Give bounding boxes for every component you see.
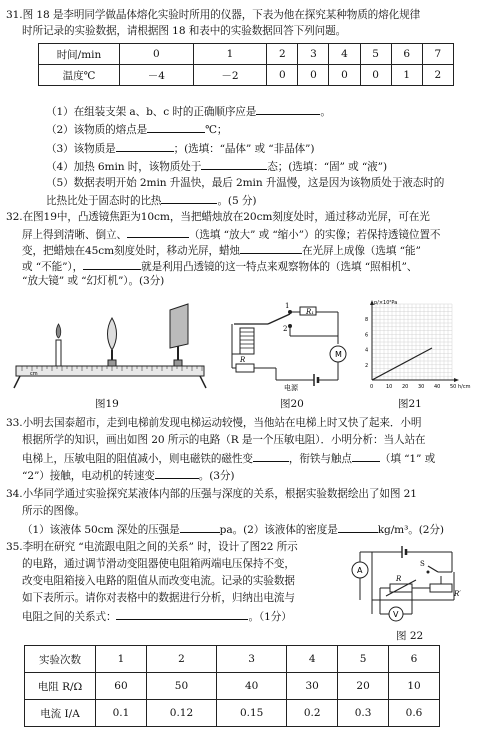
q35-line1: 35.李明在研究 “电流跟电阻之间的关系” 时，设计了图22 所示: [6, 541, 298, 553]
q33-line1: 33.小明去国泰超市，走到电梯前发现电梯运动较慢，当他站在电梯上时又快了起来．小明: [6, 417, 422, 429]
q31-table-header-cell: 2: [267, 44, 298, 65]
q35-table-row-0-cell: 实验次数: [25, 646, 96, 673]
q31-table-row-cell: 2: [422, 65, 453, 86]
fig21-ylabel: p/×10²Pa: [374, 300, 398, 306]
q31-table-header-cell: 4: [329, 44, 360, 65]
q31-table-row-cell: －4: [120, 65, 194, 86]
q35-table-row-1-cell: 10: [389, 673, 440, 700]
q35-line3: 改变电阻箱接入电路的阻值从而改变电流。记录的实验数据: [22, 575, 295, 587]
q31-table-row-cell: －2: [193, 65, 267, 86]
q35-table-row-0-cell: 1: [96, 646, 147, 673]
q32-line3: 变，把蜡烛在45cm刻度处时，移动光屏，蜡烛 在光屏上成像（选填 “能”: [22, 242, 421, 258]
fig21-xtick: 20: [402, 384, 409, 390]
q33-line3: 电梯上，压敏电阻的阻值减小，则电磁铁的磁性变 ，衔铁与触点 （填 “1” 或: [22, 450, 435, 466]
fig20-caption: 图20: [280, 398, 304, 410]
fig20-r-label: R: [240, 356, 246, 364]
q35-table-row-1-cell: 20: [338, 673, 389, 700]
fig21-ytick: 6: [365, 332, 369, 339]
q34-line1: 34.小华同学通过实验探究某液体内部的压强与深度的关系，根据实验数据绘出了如图 21: [6, 488, 417, 500]
fig19-caption: 图19: [95, 398, 119, 410]
fig20-contact1: 1: [285, 302, 290, 310]
q35-table: [24, 645, 440, 727]
fig22-switch-label: S: [420, 560, 425, 568]
fig21-ytick: 8: [365, 317, 369, 324]
fig21-xlabel: h/cm: [458, 384, 471, 390]
q35-table-row-2-cell: 0.15: [217, 700, 287, 727]
q31-item2: （2）该物质的熔点是 ℃；: [46, 121, 227, 137]
q35-table-row-0-cell: 3: [217, 646, 287, 673]
fig20-motor-label: M: [335, 350, 342, 359]
q32-line4: 或 “不能”）， 就是利用凸透镜的这一特点来观察物体的（选填 “照相机”、: [22, 258, 417, 274]
q34-line3: （1）该液体 50cm 深处的压强是 pa。(2）该液体的密度是 kg/m³。(2分): [22, 521, 444, 537]
fig22-ammeter-label: A: [357, 566, 363, 575]
q31-item5-line2: 比热比处于固态时的比热 。(5 分): [46, 192, 256, 208]
fig20-contact2: 2: [283, 325, 288, 333]
q35-line5: 电阻之间的关系式： 。（1分）: [22, 608, 292, 624]
q31-table-header-cell: 时间/min: [39, 44, 120, 65]
q31-item4: （4）加热 6min 时，该物质处于 态；(选填：“固” 或 “液”): [46, 158, 387, 174]
q35-table-row-2-cell: 0.6: [389, 700, 440, 727]
q31-item3: （3）该物质是 ；(选填：“晶体” 或 “非晶体”): [46, 140, 314, 156]
q35-table-row-1-cell: 电阻 R/Ω: [25, 673, 96, 700]
q31-table-row-cell: 温度℃: [39, 65, 120, 86]
q35-table-row-2-cell: 0.12: [146, 700, 216, 727]
fig22-voltmeter-label: V: [393, 610, 399, 619]
q35-table-row-1-cell: 40: [217, 673, 287, 700]
fig19-optical-bench: [12, 300, 208, 392]
q31-table-header-cell: 7: [422, 44, 453, 65]
q35-table-row-1-cell: 50: [146, 673, 216, 700]
q31-line1: 31.图 18 是李明同学做晶体熔化实验时所用的仪器，下表为他在探究某种物质的熔化规律: [6, 9, 421, 21]
q35-table-row-0-cell: 4: [287, 646, 338, 673]
q31-line2: 时所记录的实验数据，请根据图 18 和表中的实验数据回答下列问题。: [22, 25, 347, 37]
q31-item1: （1）在组装支架 a、b、c 时的正确顺序应是 。: [46, 103, 331, 119]
q35-table-row-2-cell: 0.2: [287, 700, 338, 727]
fig21-xtick: 50: [450, 384, 457, 390]
q35-line2: 的电路，通过调节滑动变阻器使电阻箱两端电压保持不变，: [22, 558, 295, 570]
q31-table-row-cell: 0: [298, 65, 329, 86]
fig20-power-label: 电源: [284, 384, 298, 392]
q35-table-row-2-cell: 0.1: [96, 700, 147, 727]
q35-table-row-0-cell: 6: [389, 646, 440, 673]
fig20-circuit: [228, 298, 358, 392]
q31-table-header-cell: 5: [360, 44, 391, 65]
fig21-xtick: 30: [418, 384, 425, 390]
q35-table-row-0-cell: 5: [338, 646, 389, 673]
q31-table-header-cell: 0: [120, 44, 194, 65]
fig21-caption: 图21: [398, 398, 422, 410]
fig21-xtick: 10: [386, 384, 393, 390]
q31-item5-line1: （5）数据表明开始 2min 升温快，最后 2min 升温慢，这是因为该物质处于液态时的: [46, 177, 445, 189]
q32-line5: “放大镜” 或 “幻灯机”）。(3分): [22, 275, 165, 287]
q35-table-row-1-cell: 30: [287, 673, 338, 700]
ruler-unit: cm: [30, 371, 38, 377]
q31-table-header-cell: 1: [193, 44, 267, 65]
q31-table-row-cell: 1: [391, 65, 422, 86]
fig21-ytick: 2: [365, 362, 369, 369]
fig21-line: [372, 348, 432, 380]
fig22-r-label: R: [396, 575, 402, 583]
q31-table-row-cell: 0: [329, 65, 360, 86]
fig20-r1-label: R₁: [306, 308, 315, 316]
q35-table-row-2-cell: 电流 I/A: [25, 700, 96, 727]
fig22-circuit: [342, 544, 470, 628]
q32-line2: 屏上得到清晰、倒立、 （选填 “放大” 或 “缩小”）的实像；若保持透镜位置不: [22, 226, 440, 242]
fig21-ytick: 4: [365, 347, 369, 354]
q34-line2: 所示的图像。: [22, 505, 85, 517]
fig22-rp-label: R′: [454, 590, 461, 598]
q35-table-row-2-cell: 0.3: [338, 700, 389, 727]
fig22-caption: 图 22: [396, 630, 424, 642]
fig21-graph: [360, 296, 476, 394]
q33-line2: 根据所学的知识，画出如图 20 所示的电路（R 是一个压敏电阻）．小明分析：当人站在: [22, 434, 426, 446]
q33-line4: “2”）接触，电动机的转速变 。(3分): [22, 467, 234, 483]
fig21-xtick: 0: [370, 384, 374, 390]
q31-table-header-cell: 6: [391, 44, 422, 65]
q35-table-row-1-cell: 60: [96, 673, 147, 700]
q31-table-row-cell: 0: [360, 65, 391, 86]
fig21-xtick: 40: [434, 384, 441, 390]
q31-table: [38, 43, 454, 86]
q35-table-row-0-cell: 2: [146, 646, 216, 673]
q31-table-header-cell: 3: [298, 44, 329, 65]
q32-line1: 32.在图19中，凸透镜焦距为10cm，当把蜡烛放在20cm刻度处时，通过移动光屏，可在光: [6, 211, 430, 223]
q35-line4: 如下表所示。请你对表格中的数据进行分析，归纳出电流与: [22, 592, 295, 604]
q31-table-row-cell: 0: [267, 65, 298, 86]
